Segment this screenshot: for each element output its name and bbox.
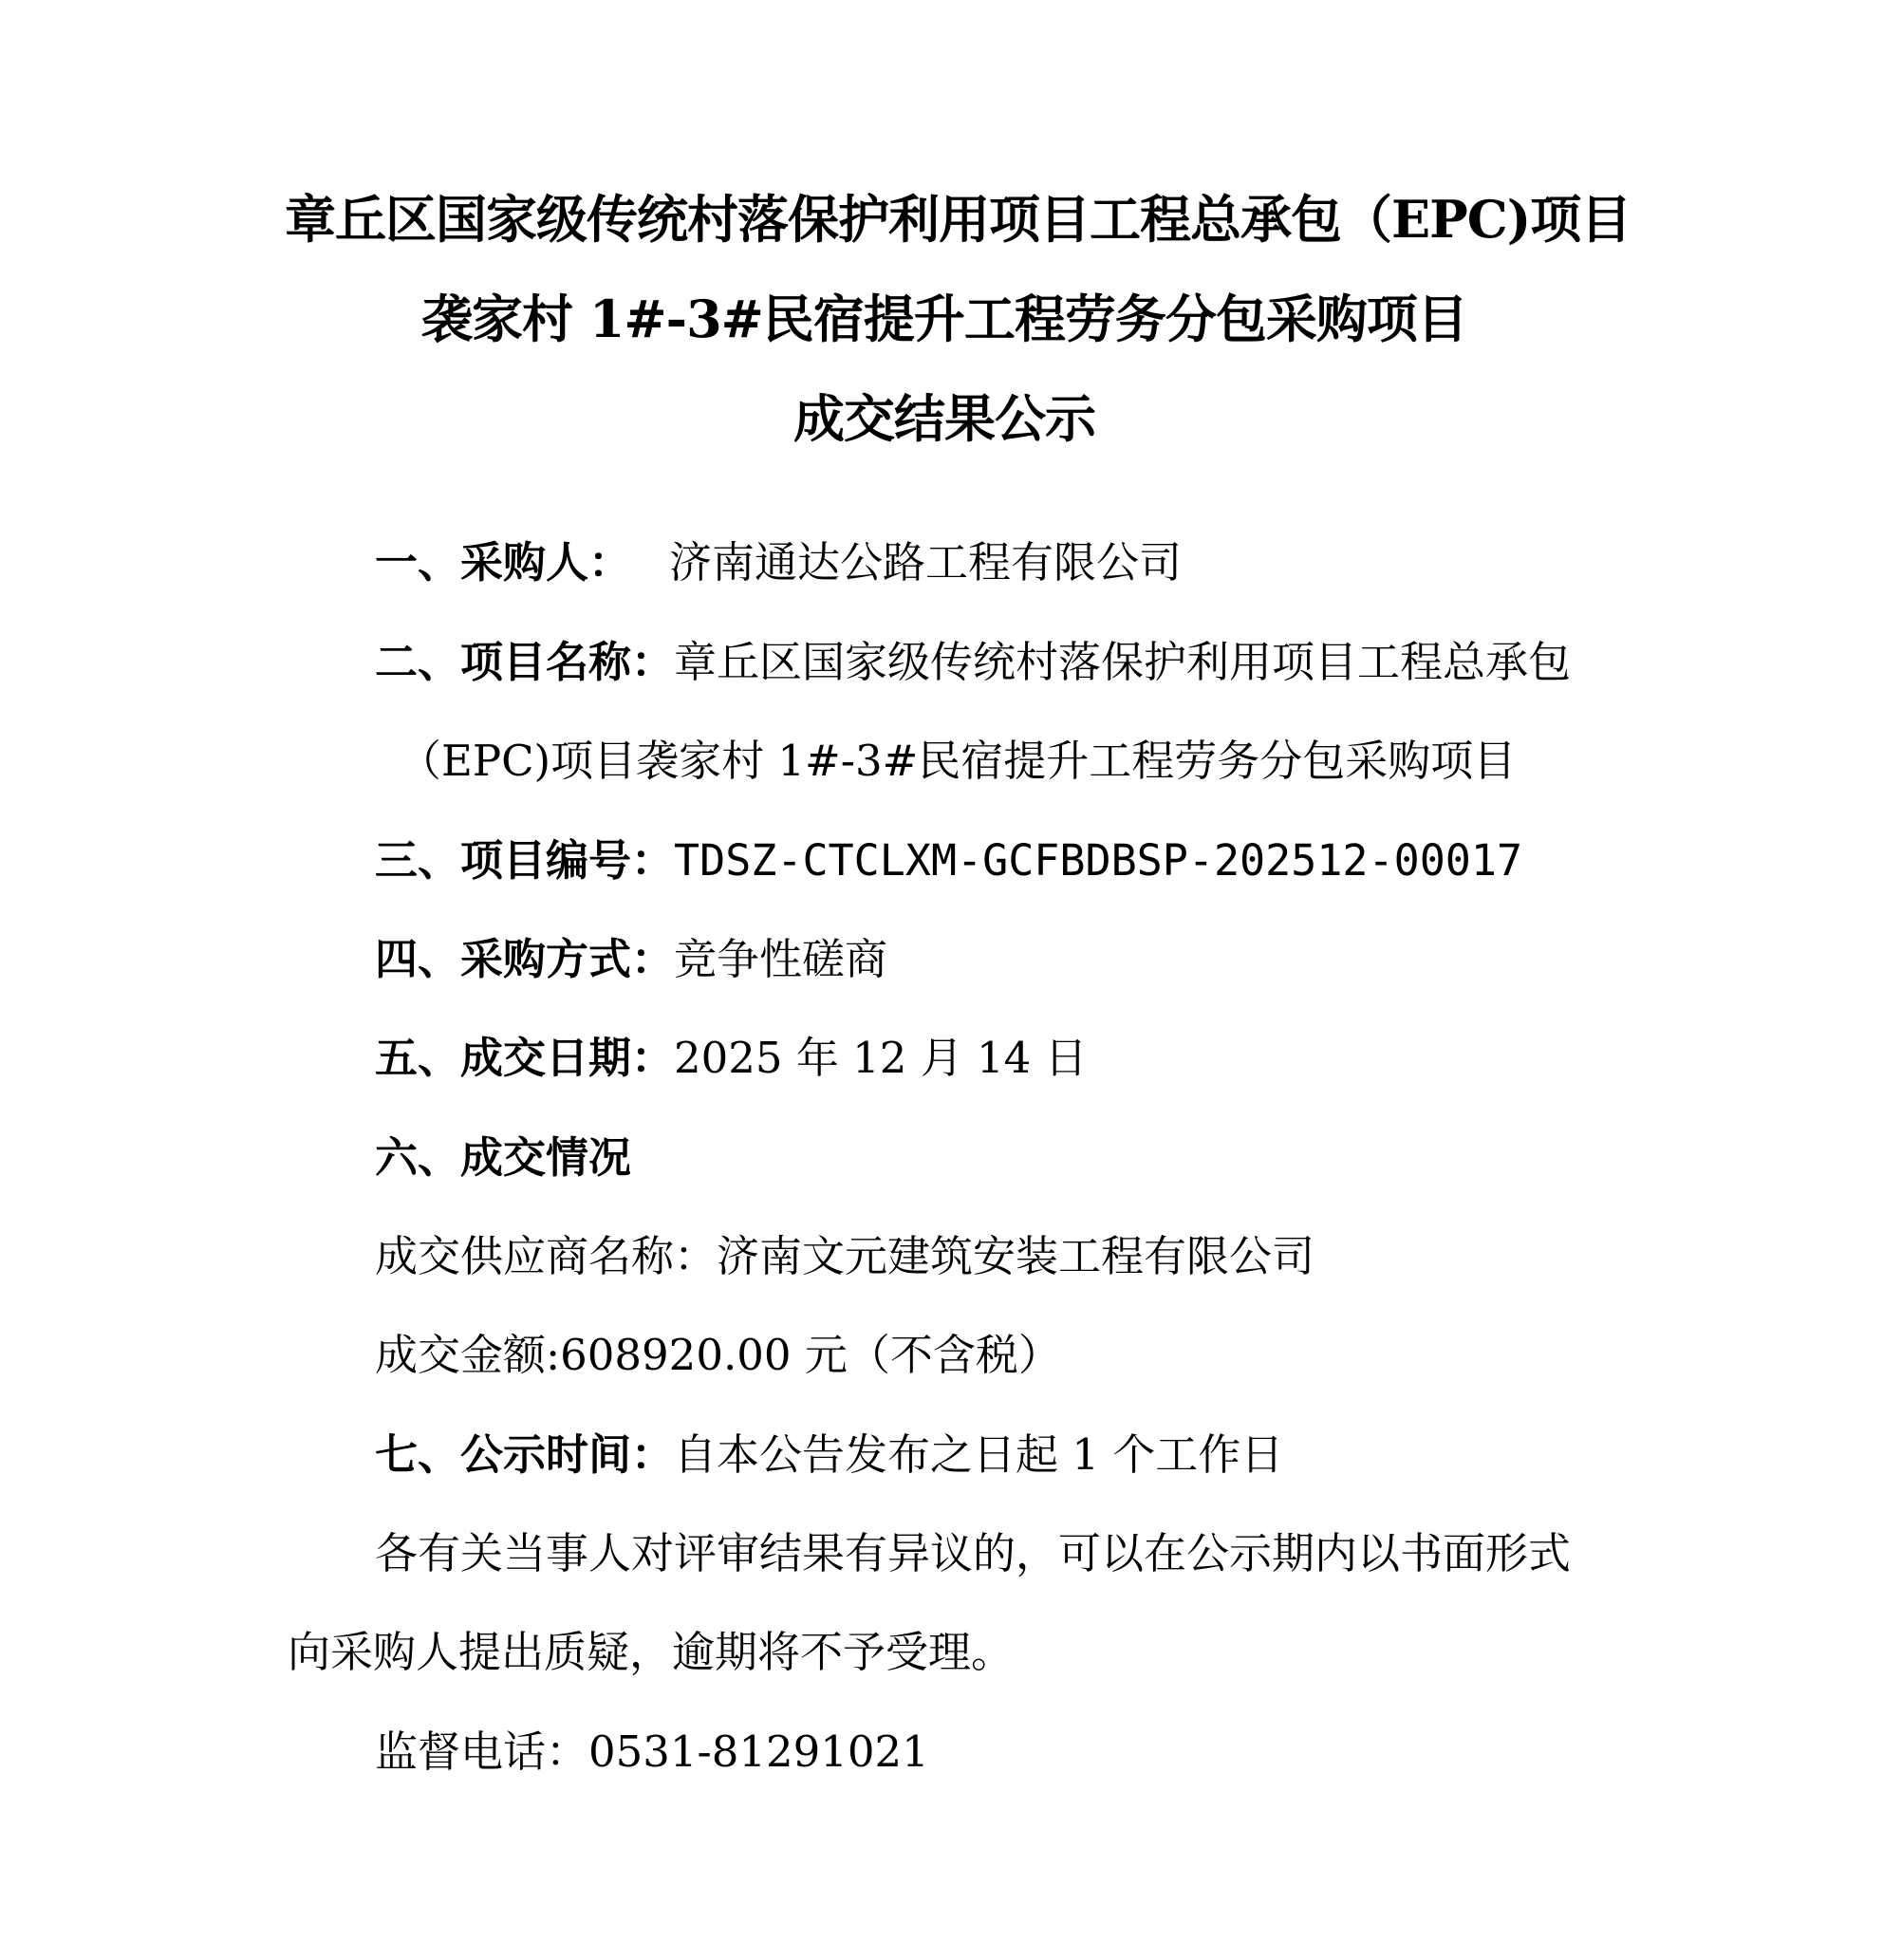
supervision-phone-line: 监督电话：0531-81291021 <box>375 1727 929 1777</box>
deal-date-row <box>375 1030 1088 1087</box>
project-name-label: 二、项目名称： <box>375 637 675 687</box>
purchaser-value: 济南通达公路工程有限公司 <box>669 537 1183 588</box>
deal-status-heading: 六、成交情况 <box>375 1132 632 1183</box>
deal-date-value: 2025 年 12 月 14 日 <box>674 1033 1088 1083</box>
amount-line: 成交金额:608920.00 元（不含税） <box>375 1330 1061 1380</box>
title-line-3: 成交结果公示 <box>793 388 1095 449</box>
notice-period-label: 七、公示时间： <box>375 1429 675 1480</box>
purchaser-row <box>375 534 1182 591</box>
supplier-line: 成交供应商名称：济南文元建筑安装工程有限公司 <box>375 1231 1315 1281</box>
project-number-value: TDSZ-CTCLXM-GCFBDBSP-202512-00017 <box>674 835 1523 886</box>
title-line-1: 章丘区国家级传统村落保护利用项目工程总承包（EPC)项目 <box>285 189 1631 250</box>
notice-period-value: 自本公告发布之日起 1 个工作日 <box>674 1429 1284 1480</box>
project-name-value-line-1: 章丘区国家级传统村落保护利用项目工程总承包 <box>674 637 1572 687</box>
project-number-row <box>375 832 1522 889</box>
method-value: 竞争性磋商 <box>674 934 888 984</box>
notice-period-row <box>375 1427 1283 1484</box>
project-name-row <box>375 634 1571 691</box>
purchaser-label: 一、采购人： <box>375 537 632 588</box>
project-name-value-line-2: （EPC)项目袭家村 1#-3#民宿提升工程劳务分包采购项目 <box>399 736 1517 786</box>
objection-line-2: 向采购人提出质疑，逾期将不予受理。 <box>288 1627 1015 1677</box>
deal-date-label: 五、成交日期： <box>375 1033 675 1083</box>
objection-line-1: 各有关当事人对评审结果有异议的，可以在公示期内以书面形式 <box>375 1528 1572 1578</box>
method-row <box>375 931 887 988</box>
method-label: 四、采购方式： <box>375 934 675 984</box>
project-number-label: 三、项目编号： <box>375 835 675 886</box>
title-line-2: 袭家村 1#-3#民宿提升工程劳务分包采购项目 <box>421 289 1467 349</box>
